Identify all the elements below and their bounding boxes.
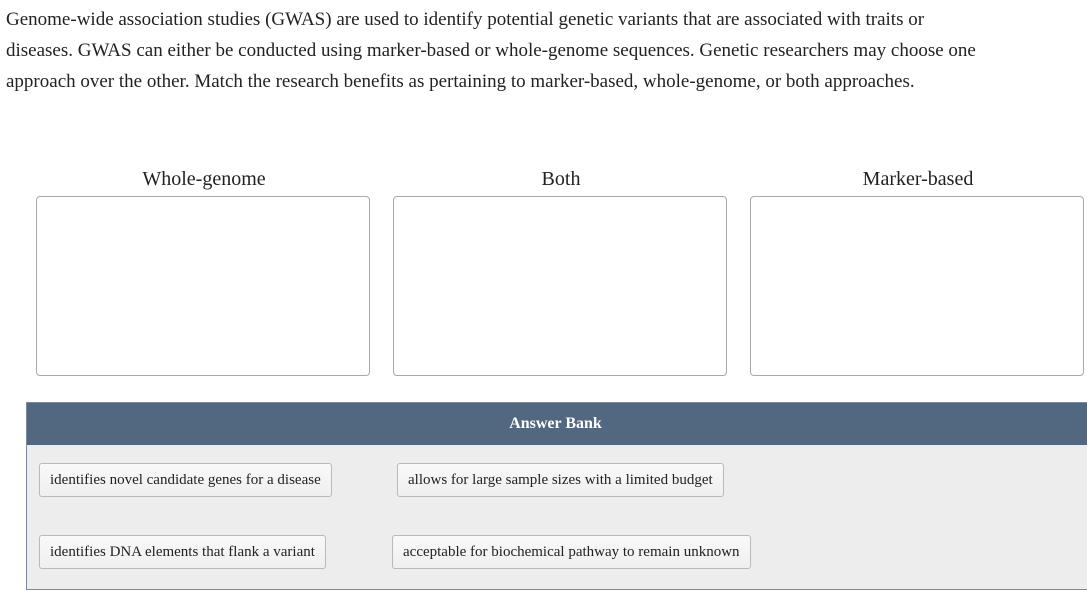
drop-zone-marker-based[interactable] [750,196,1084,376]
drop-zone-both[interactable] [393,196,727,376]
bin-label-both: Both [541,168,581,190]
answer-chip-large-sample[interactable]: allows for large sample sizes with a limited budget [397,463,724,497]
answer-chip-novel-genes[interactable]: identifies novel candidate genes for a disease [39,463,332,497]
bin-label-marker-based: Marker-based [862,168,974,190]
bin-label-whole-genome: Whole-genome [142,168,266,190]
question-line-2: diseases. GWAS can either be conducted using marker-based or whole-genome sequences. Genetic researchers may choose one [6,40,976,61]
question-line-3: approach over the other. Match the research benefits as pertaining to marker-based, whole-genome, or both approaches. [6,71,915,92]
question-line-1: Genome-wide association studies (GWAS) are used to identify potential genetic variants that are associated with traits or [6,9,925,30]
question-text [6,4,1087,97]
answer-chip-pathway-unknown[interactable]: acceptable for biochemical pathway to remain unknown [392,535,751,569]
drop-zone-whole-genome[interactable] [36,196,370,376]
answer-bank-title: Answer Bank [27,403,1087,445]
answer-bank [26,402,1087,590]
answer-chip-flanking-dna[interactable]: identifies DNA elements that flank a variant [39,535,326,569]
